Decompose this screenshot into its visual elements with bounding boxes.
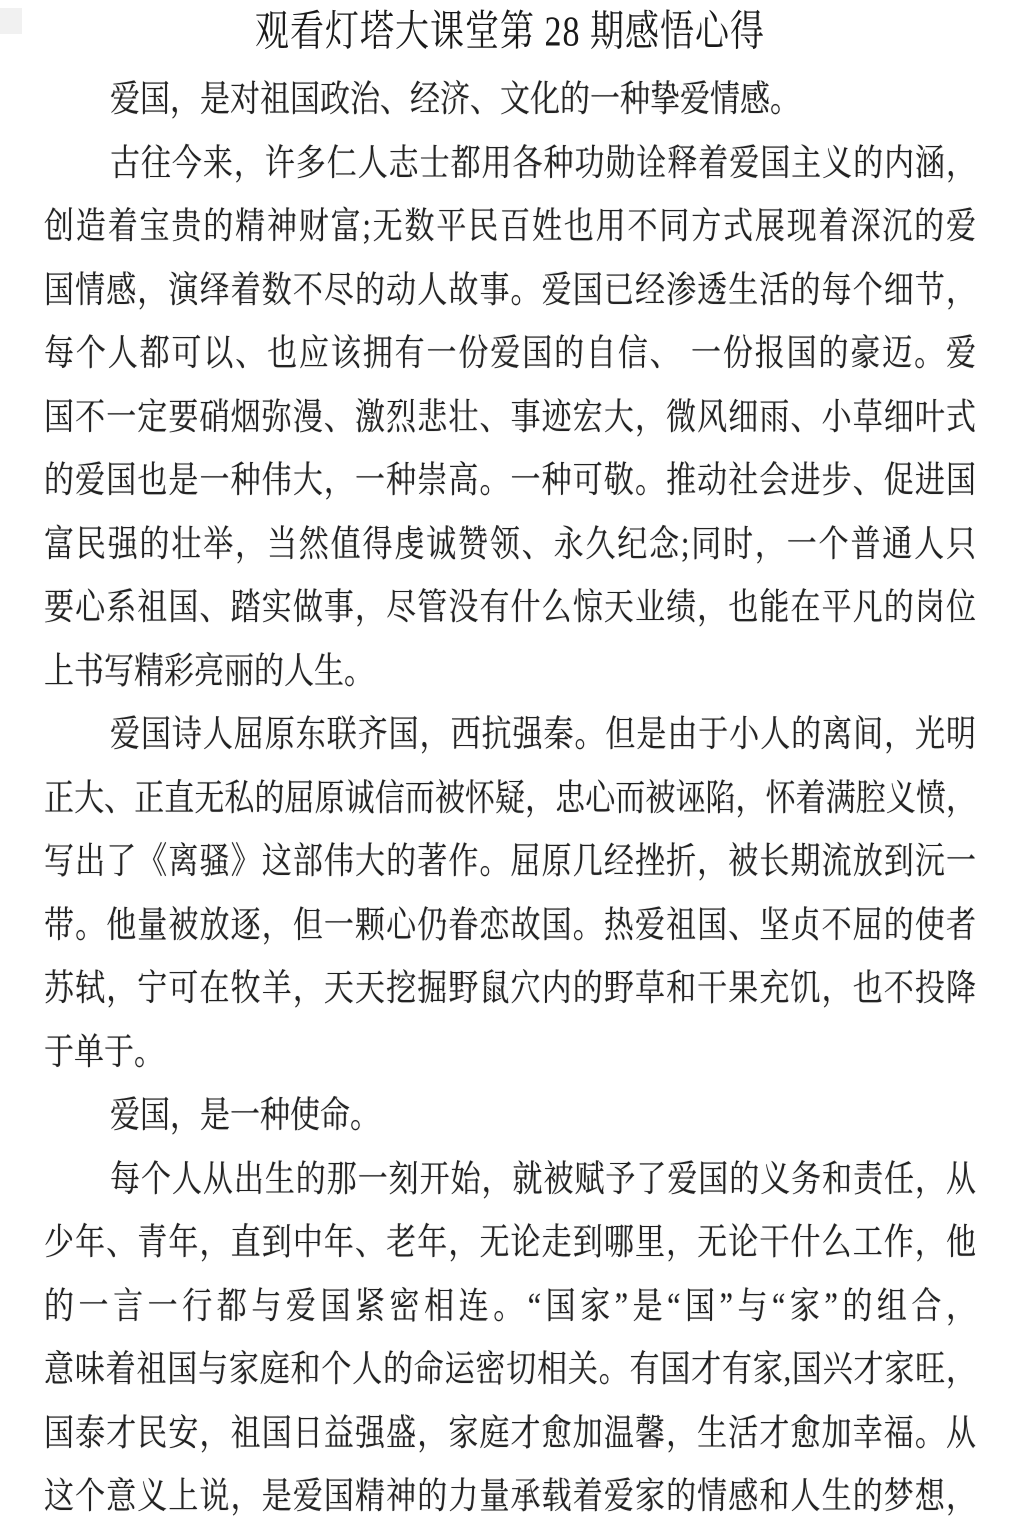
text-line: 正大、正直无私的屈原诚信而被怀疑，忠心而被诬陷，怀着满腔义愤， (44, 777, 976, 819)
document-title: 观看灯塔大课堂第 28 期感悟心得 (255, 9, 765, 56)
text-line: 写出了《离骚》这部伟大的著作。屈原几经挫折，被长期流放到沅一 (44, 841, 976, 882)
text-line: 爱国，是对祖国政治、经济、文化的一种挚爱情感。 (110, 79, 800, 120)
document-body (44, 68, 976, 1529)
text-line: 爱国，是一种使命。 (110, 1095, 380, 1136)
text-line: 苏轼，宁可在牧羊，天天挖掘野鼠穴内的野草和干果充饥，也不投降 (44, 968, 976, 1009)
text-line: 富民强的壮举，当然值得虔诚赞领、永久纪念;同时，一个普通人只 (44, 523, 976, 565)
text-line: 要心系祖国、踏实做事，尽管没有什么惊天业绩，也能在平凡的岗位 (44, 587, 976, 628)
text-line: 带。他量被放逐，但一颗心仍眷恋故国。热爱祖国、坚贞不屈的使者 (44, 904, 976, 946)
text-line: 每个人都可以、也应该拥有一份爱国的自信、 一份报国的豪迈。爱 (44, 333, 976, 374)
text-line: 创造着宝贵的精神财富;无数平民百姓也用不同方式展现着深沉的爱 (44, 206, 976, 247)
text-line: 每个人从出生的那一刻开始，就被赋予了爱国的义务和责任，从 (110, 1158, 976, 1200)
text-line: 的一言一行都与爱国紧密相连。“国家”是“国”与“家”的组合， (44, 1285, 976, 1327)
text-line: 国情感，演绎着数不尽的动人故事。爱国已经渗透生活的每个细节， (44, 269, 976, 311)
text-line: 爱国诗人屈原东联齐国，西抗强秦。但是由于小人的离间，光明 (110, 714, 976, 755)
text-line: 国泰才民安，祖国日益强盛，家庭才愈加温馨，生活才愈加幸福。从 (44, 1412, 976, 1454)
text-line: 于单于。 (44, 1031, 164, 1073)
text-line: 这个意义上说，是爱国精神的力量承载着爱家的情感和人生的梦想， (44, 1476, 976, 1517)
text-line: 古往今来，许多仁人志士都用各种功勋诠释着爱国主义的内涵， (110, 142, 976, 184)
text-line: 少年、青年，直到中年、老年，无论走到哪里，无论干什么工作，他 (44, 1222, 976, 1263)
photo-artifact (0, 8, 22, 34)
text-line: 意味着祖国与家庭和个人的命运密切相关。有国才有家,国兴才家旺， (44, 1349, 976, 1390)
text-line: 国不一定要硝烟弥漫、激烈悲壮、事迹宏大，微风细雨、小草细叶式 (44, 396, 976, 438)
text-line: 的爱国也是一种伟大，一种崇高。一种可敬。推动社会进步、促进国 (44, 460, 976, 501)
text-line: 上书写精彩亮丽的人生。 (44, 650, 374, 692)
